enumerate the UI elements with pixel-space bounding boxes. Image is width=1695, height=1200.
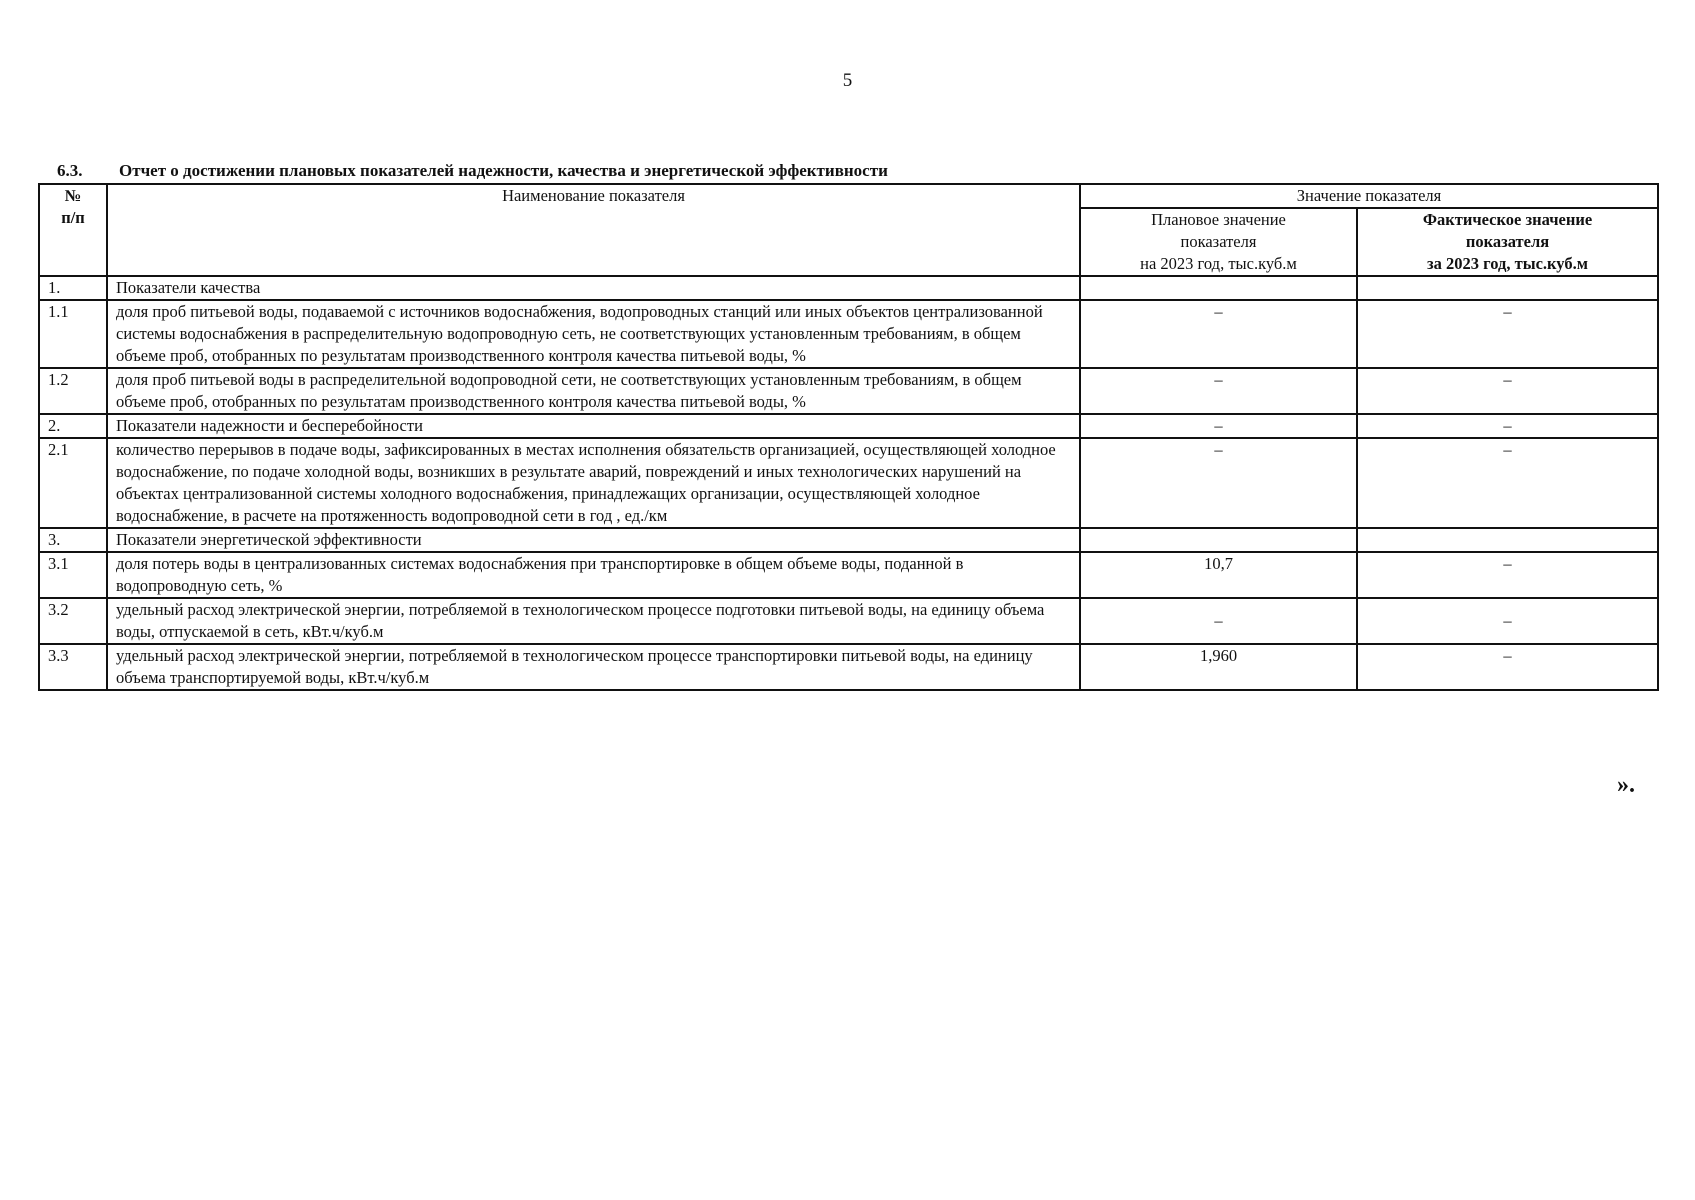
section-title: Отчет о достижении плановых показателей надежности, качества и энергетической эффективности: [119, 161, 888, 180]
table-row: [39, 368, 1658, 414]
row-fact-value: –: [1357, 552, 1658, 598]
row-plan-value: 10,7: [1080, 552, 1357, 598]
row-plan-value: –: [1080, 438, 1357, 528]
row-number: 2.: [39, 414, 107, 438]
row-fact-value: –: [1357, 644, 1658, 690]
row-plan-value: –: [1080, 598, 1357, 644]
row-fact-value: –: [1357, 300, 1658, 368]
row-number: 1.2: [39, 368, 107, 414]
row-name: удельный расход электрической энергии, потребляемой в технологическом процессе подготовки питьевой воды, на единицу объема воды, отпускаемой в сеть, кВт.ч/куб.м: [107, 598, 1080, 644]
row-fact-value: –: [1357, 368, 1658, 414]
row-name: Показатели надежности и бесперебойности: [107, 414, 1080, 438]
row-fact-value: [1357, 276, 1658, 300]
table-header-row: [39, 184, 1658, 208]
page-number: 5: [842, 70, 853, 91]
indicators-table: [38, 183, 1659, 691]
section-number: 6.3.: [57, 161, 83, 180]
row-number: 3.3: [39, 644, 107, 690]
row-plan-value: [1080, 276, 1357, 300]
header-value-group: Значение показателя: [1080, 184, 1658, 208]
table-row: [39, 644, 1658, 690]
row-name: доля потерь воды в централизованных системах водоснабжения при транспортировке в общем объеме воды, поданной в водопроводную сеть, %: [107, 552, 1080, 598]
row-name: Показатели качества: [107, 276, 1080, 300]
row-plan-value: 1,960: [1080, 644, 1357, 690]
row-number: 2.1: [39, 438, 107, 528]
table-row: [39, 438, 1658, 528]
header-fact: Фактическое значение показателя за 2023 год, тыс.куб.м: [1357, 208, 1658, 276]
row-name: удельный расход электрической энергии, потребляемой в технологическом процессе транспортировки питьевой воды, на единицу объема транспортируемой воды, кВт.ч/куб.м: [107, 644, 1080, 690]
header-name: Наименование показателя: [107, 184, 1080, 276]
row-plan-value: –: [1080, 368, 1357, 414]
row-fact-value: [1357, 528, 1658, 552]
row-number: 3.2: [39, 598, 107, 644]
table-row: [39, 300, 1658, 368]
row-name: доля проб питьевой воды в распределительной водопроводной сети, не соответствующих установленным требованиям, в общем объеме проб, отобранных по результатам производственного контроля качества питьевой воды, %: [107, 368, 1080, 414]
row-fact-value: –: [1357, 598, 1658, 644]
row-plan-value: –: [1080, 300, 1357, 368]
row-name: доля проб питьевой воды, подаваемой с источников водоснабжения, водопроводных станций или иных объектов централизованной системы водоснабжения в распределительную водопроводную сеть, не соответствующих установленным требованиям, в общем объеме проб, отобранных по результатам производственного контроля качества питьевой воды, %: [107, 300, 1080, 368]
row-plan-value: [1080, 528, 1357, 552]
closing-quote: ».: [1617, 772, 1635, 798]
table-row: [39, 528, 1658, 552]
row-number: 3.: [39, 528, 107, 552]
row-number: 1.: [39, 276, 107, 300]
table-row: [39, 598, 1658, 644]
row-name: Показатели энергетической эффективности: [107, 528, 1080, 552]
row-number: 3.1: [39, 552, 107, 598]
table-row: [39, 276, 1658, 300]
row-fact-value: –: [1357, 438, 1658, 528]
table-row: [39, 414, 1658, 438]
row-plan-value: –: [1080, 414, 1357, 438]
row-number: 1.1: [39, 300, 107, 368]
section-heading: [57, 161, 888, 181]
header-num: № п/п: [39, 184, 107, 276]
row-fact-value: –: [1357, 414, 1658, 438]
header-plan: Плановое значение показателя на 2023 год, тыс.куб.м: [1080, 208, 1357, 276]
table-row: [39, 552, 1658, 598]
row-name: количество перерывов в подаче воды, зафиксированных в местах исполнения обязательств организацией, осуществляющей холодное водоснабжение, по подаче холодной воды, возникших в результате аварий, повреждений и иных технологических нарушений на объектах централизованной системы холодного водоснабжения, принадлежащих организации, осуществляющей холодное водоснабжение, в расчете на протяженность водопроводной сети в год , ед./км: [107, 438, 1080, 528]
